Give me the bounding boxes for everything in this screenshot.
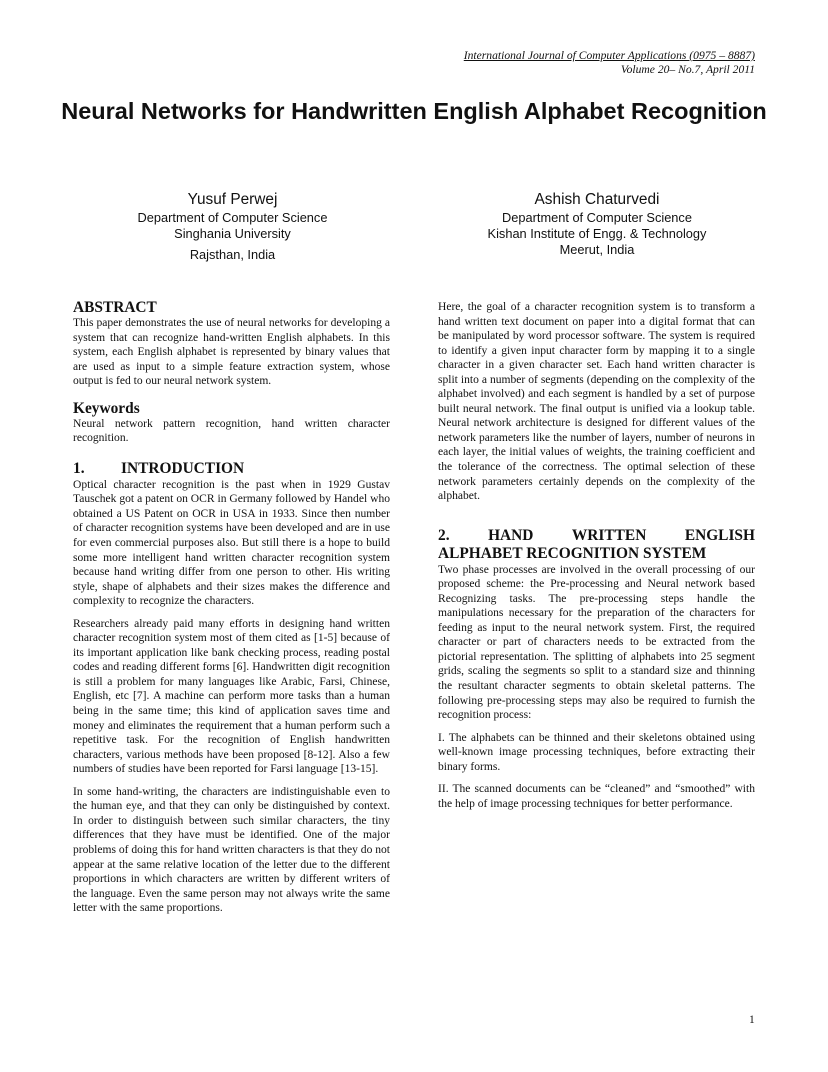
author-block-2 bbox=[457, 190, 737, 258]
author-name: Yusuf Perwej bbox=[187, 191, 278, 208]
author-department: Department of Computer Science bbox=[502, 210, 692, 225]
list-item: II. The scanned documents can be “cleaned” and “smoothed” with the help of image processing techniques for better performance. bbox=[438, 783, 755, 810]
running-header bbox=[464, 49, 755, 77]
paragraph: In some hand-writing, the characters are indistinguishable even to the human eye, and that they can only be distinguished by context. In order to distinguish between such similar characters, the tiny differences that they have must be identified. One of the major problems of doing this for hand written characters is that they do not appear at the same relative location of the letter due to the different proportions in which characters are written by different writers of the language. Even the same person may not always write the same letter with the same proportions. bbox=[73, 785, 390, 915]
author-department: Department of Computer Science bbox=[137, 210, 328, 225]
paper-title: Neural Networks for Handwritten English Alphabet Recognition bbox=[61, 98, 767, 124]
section-title-word: ENGLISH bbox=[684, 526, 755, 544]
left-column bbox=[73, 300, 390, 924]
list-item: I. The alphabets can be thinned and their skeletons obtained using well-known image processing techniques, before extracting their binary forms. bbox=[438, 731, 755, 773]
paragraph: Two phase processes are involved in the overall processing of our proposed scheme: the Pre-processing and Neural network based Recognizing tasks. The pre-processing steps handle the manipulations necessary for the preparation of the characters for feeding as input to the neural network system. First, the required character or part of characters needs to be extracted from the pictorial representation. The splitting of alphabets into 25 segment grids, scaling the segments so split to a standard size and thinning the resultant character segments to obtain skeletal patterns. The following pre-processing steps may also be required to furnish the recognition process: bbox=[438, 563, 755, 722]
author-institution: Singhania University bbox=[174, 226, 291, 241]
author-location: Meerut, India bbox=[559, 242, 635, 257]
author-institution: Kishan Institute of Engg. & Technology bbox=[487, 226, 707, 241]
right-column bbox=[438, 300, 755, 819]
author-location: Rajsthan, India bbox=[189, 247, 276, 262]
paragraph: Researchers already paid many efforts in designing hand written character recognition system most of them cited as [1-5] because of its important application like bank checking process, reading postal codes and reading different forms [6]. Handwritten digit recognition is still a problem for many languages like Arabic, Farsi, Chinese, English, etc [7]. A machine can perform more tasks than a human being in the same time; this kind of application saves time and money and eliminates the requirement that a human perform such a repetitive task. For the recognition of English handwritten characters, various methods have been proposed [8-12]. Also a few numbers of studies have been reported for Farsi language [13-15]. bbox=[73, 617, 390, 776]
section-1-heading bbox=[73, 460, 390, 478]
section-title-word: WRITTEN bbox=[571, 526, 647, 544]
keywords-text: Neural network pattern recognition, hand written character recognition. bbox=[73, 417, 390, 445]
paragraph: Optical character recognition is the past when in 1929 Gustav Tauschek got a patent on OCR in Germany followed by Handel who obtained a US Patent on OCR in USA in 1933. Since then number of character recognition systems have been developed and are in use for even commercial purposes also. But still there is a hope to build some more intelligent hand written character recognition system because hand writing differ from one person to other. His writing style, shape of alphabets and their sizes makes the difference and complexity to recognize the characters. bbox=[73, 478, 390, 608]
volume-info: Volume 20– No.7, April 2011 bbox=[620, 63, 755, 76]
section-2-heading bbox=[438, 527, 755, 563]
journal-name: International Journal of Computer Applications (0975 – 8887) bbox=[463, 49, 755, 62]
author-name: Ashish Chaturvedi bbox=[534, 191, 660, 208]
abstract-text: This paper demonstrates the use of neural networks for developing a system that can recognize hand-written English alphabets. In this system, each English alphabet is represented by binary values that are used as input to a simple feature extraction system, whose output is fed to our neural network system. bbox=[73, 317, 390, 388]
section-number: 1. bbox=[73, 459, 85, 477]
paragraph: Here, the goal of a character recognition system is to transform a hand written text document on paper into a digital format that can be manipulated by word processor software. The system is required to identify a given input character form by mapping it to a single character in a given character set. Each hand written character is split into a number of segments (depending on the complexity of the alphabet involved) and each segment is handled by a set of purpose built neural network. The final output is unified via a lookup table. Neural network architecture is designed for different values of the network parameters like the number of layers, number of neurons in each layer, the initial values of weights, the training coefficient and the tolerance of the correctness. The optimal selection of these network parameters certainly depends on the complexity of the alphabet. bbox=[438, 301, 755, 503]
section-number: 2. bbox=[438, 526, 450, 544]
page-number: 1 bbox=[749, 1014, 755, 1026]
keywords-heading: Keywords bbox=[73, 399, 140, 417]
author-block-1 bbox=[100, 190, 365, 263]
section-title-word: HAND bbox=[488, 526, 534, 544]
section-title: INTRODUCTION bbox=[121, 459, 245, 477]
abstract-heading: ABSTRACT bbox=[73, 299, 157, 316]
section-title-line: ALPHABET RECOGNITION SYSTEM bbox=[438, 544, 707, 562]
